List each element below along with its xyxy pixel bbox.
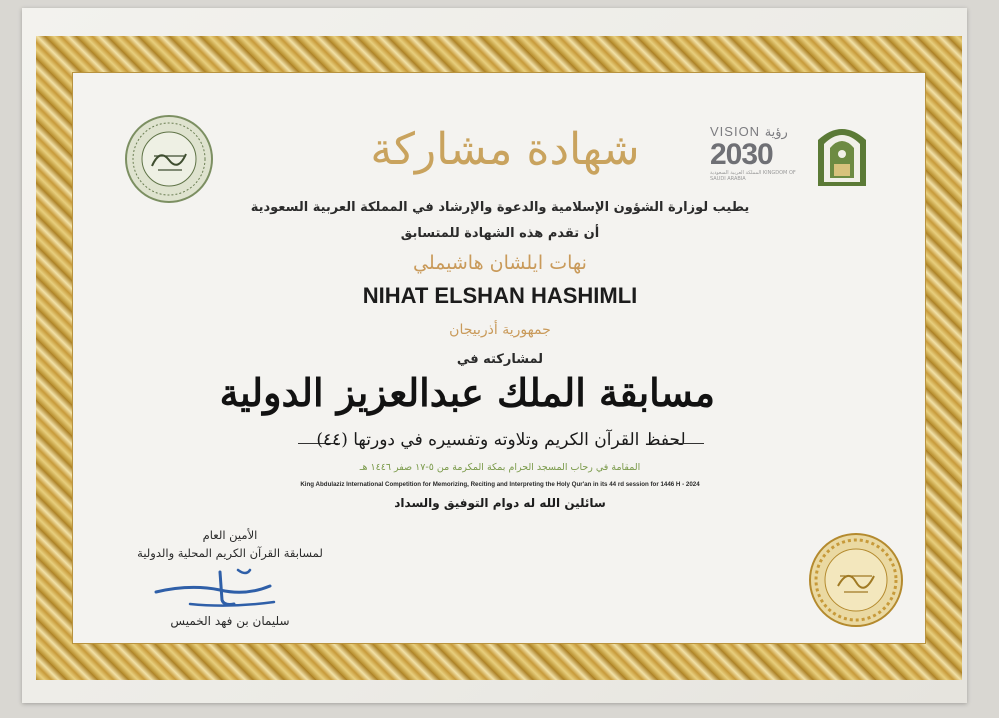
vision-subtitle: المملكة العربية السعودية KINGDOM OF SAUDI ARABIA <box>710 170 796 182</box>
competition-subtitle: لحفظ القرآن الكريم وتلاوته وتفسيره في دورتها (٤٤) <box>316 430 686 450</box>
ministry-emblem-icon <box>814 120 870 188</box>
signatory-name: سليمان بن فهد الخميس <box>170 614 290 628</box>
vision-2030-logo <box>710 124 800 184</box>
recipient-name-arabic: نهات ايلشان هاشيملي <box>413 252 587 274</box>
calligraphy-seal-left-icon <box>124 114 214 204</box>
signatory-organization: لمسابقة القرآن الكريم المحلية والدولية <box>137 546 323 560</box>
competition-venue: المقامة في رحاب المسجد الحرام بمكة المكرمة من ٥-١٧ صفر ١٤٤٦ هـ <box>359 462 641 473</box>
closing-wish: سائلين الله له دوام التوفيق والسداد <box>394 496 606 510</box>
intro-line-1: يطيب لوزارة الشؤون الإسلامية والدعوة والإرشاد في المملكة العربية السعودية <box>250 200 750 215</box>
competition-name-english: King Abdulaziz International Competition for Memorizing, Reciting and Interpreting the Holy Qur'an in its 44 rd session for 1446 H - 2024 <box>300 481 700 488</box>
recipient-country: جمهورية أذربيجان <box>449 322 551 338</box>
competition-name-arabic: مسابقة الملك عبدالعزيز الدولية <box>219 370 715 415</box>
vision-year: 2030 <box>710 138 773 171</box>
participation-label: لمشاركته في <box>456 352 544 367</box>
intro-line-2: أن تقدم هذه الشهادة للمتسابق <box>400 226 600 241</box>
signatory-title: الأمين العام <box>202 528 258 542</box>
vision-label: VISION رؤية <box>710 124 788 139</box>
recipient-name-english: NIHAT ELSHAN HASHIMLI <box>362 283 638 308</box>
handwritten-signature-icon <box>150 566 280 610</box>
certificate-title: شهادة مشاركة <box>370 124 640 175</box>
subtitle-dash-right <box>664 443 704 444</box>
gold-seal-right-icon <box>808 532 904 628</box>
